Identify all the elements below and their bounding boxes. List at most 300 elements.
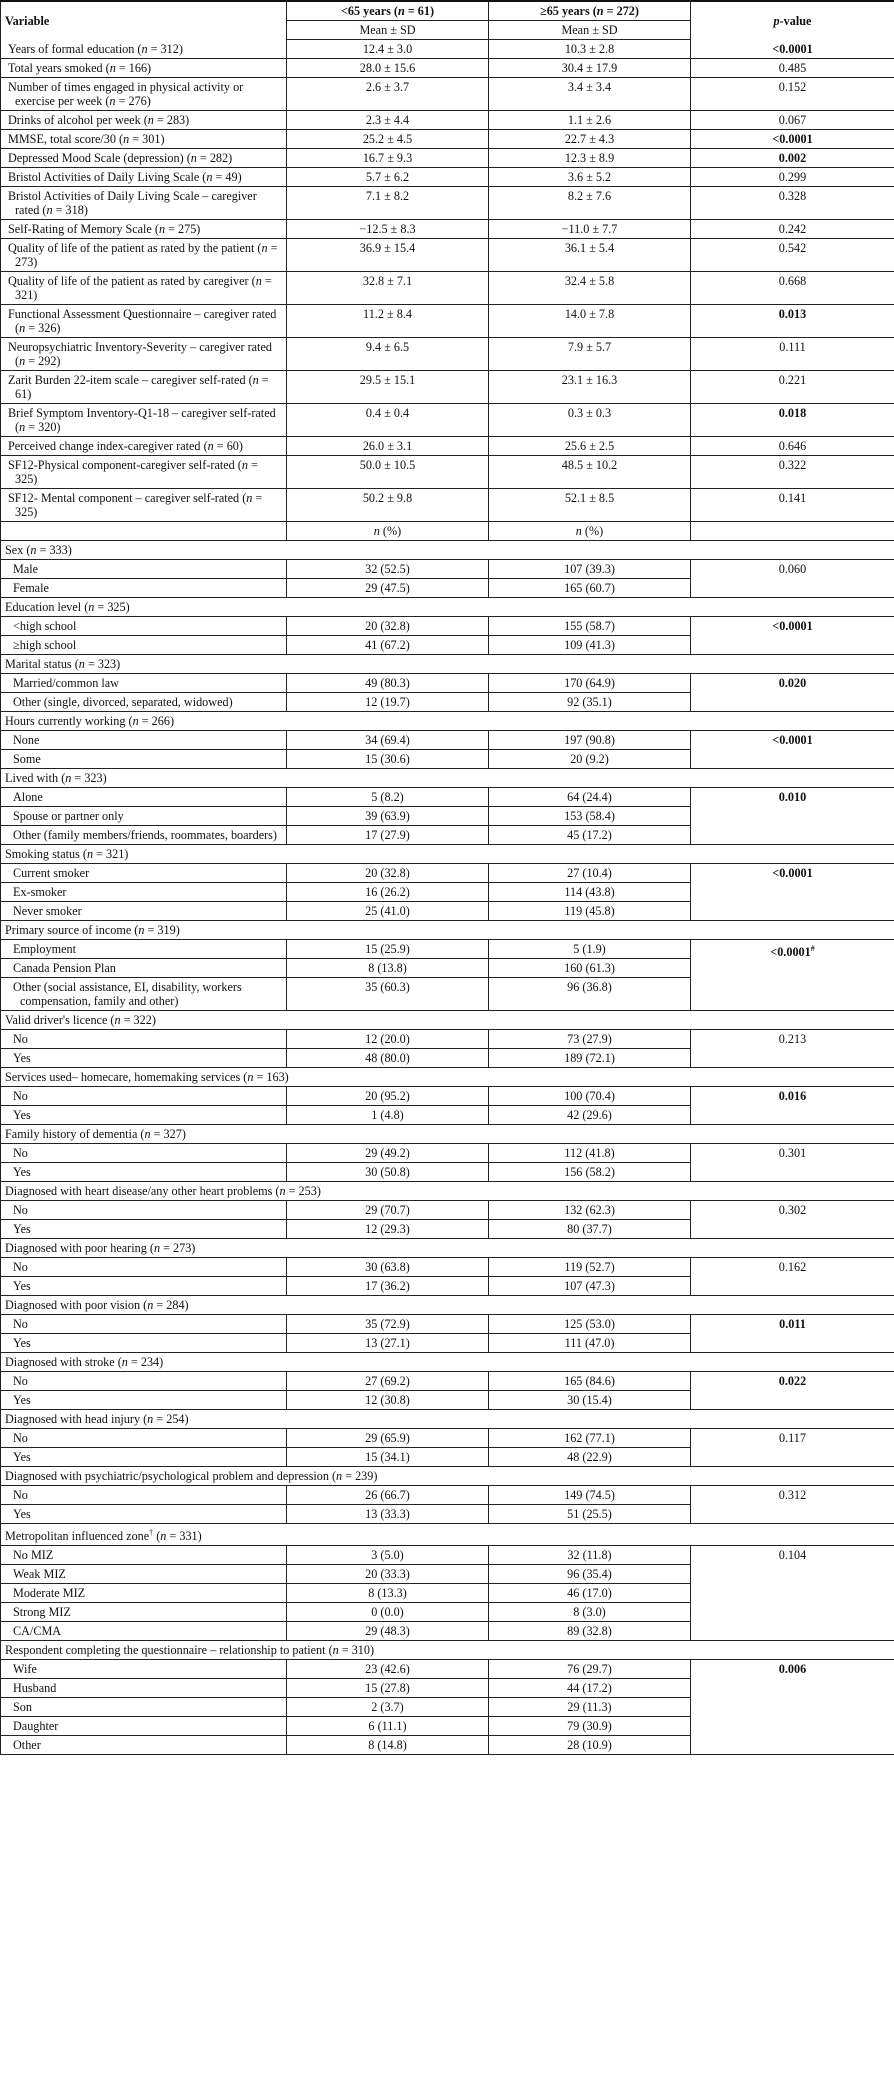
- group1-count: 25 (41.0): [287, 902, 489, 921]
- section-title: Diagnosed with psychiatric/psychological problem and depression (n = 239): [1, 1467, 894, 1486]
- variable-label: Perceived change index-caregiver rated (n = 60): [1, 437, 287, 456]
- variable-label: Neuropsychiatric Inventory-Severity – caregiver rated (n = 292): [1, 338, 287, 371]
- group2-count: 92 (35.1): [489, 693, 691, 712]
- group2-count: 162 (77.1): [489, 1429, 691, 1448]
- group2-value: 22.7 ± 4.3: [489, 130, 691, 149]
- table-row: [1, 940, 894, 959]
- group1-count: 30 (63.8): [287, 1258, 489, 1277]
- group2-count: 27 (10.4): [489, 864, 691, 883]
- group2-value: −11.0 ± 7.7: [489, 220, 691, 239]
- category-label: Strong MIZ: [1, 1603, 287, 1622]
- group2-count: 8 (3.0): [489, 1603, 691, 1622]
- group2-count: 119 (52.7): [489, 1258, 691, 1277]
- group1-count: 26 (66.7): [287, 1486, 489, 1505]
- section-heading-row: [1, 1125, 894, 1144]
- section-title: Diagnosed with poor hearing (n = 273): [1, 1239, 894, 1258]
- group2-count: 45 (17.2): [489, 826, 691, 845]
- table-row: [1, 1315, 894, 1334]
- table-row: [1, 338, 894, 371]
- group2-count: 28 (10.9): [489, 1736, 691, 1755]
- category-label: Female: [1, 579, 287, 598]
- p-value: <0.0001#: [691, 940, 894, 1011]
- category-label: Spouse or partner only: [1, 807, 287, 826]
- category-label: No: [1, 1144, 287, 1163]
- p-value: 0.322: [691, 456, 894, 489]
- variable-label: Quality of life of the patient as rated by caregiver (n = 321): [1, 272, 287, 305]
- section-title: Family history of dementia (n = 327): [1, 1125, 894, 1144]
- group2-count: 107 (39.3): [489, 560, 691, 579]
- group2-value: 30.4 ± 17.9: [489, 59, 691, 78]
- table-row: [1, 1660, 894, 1679]
- group2-count: 114 (43.8): [489, 883, 691, 902]
- group1-value: −12.5 ± 8.3: [287, 220, 489, 239]
- category-label: No: [1, 1372, 287, 1391]
- n-percent-header: n (%): [489, 522, 691, 541]
- group1-count: 20 (95.2): [287, 1087, 489, 1106]
- table-row: [1, 272, 894, 305]
- group1-count: 34 (69.4): [287, 731, 489, 750]
- group1-value: 36.9 ± 15.4: [287, 239, 489, 272]
- p-value: 0.485: [691, 59, 894, 78]
- group2-value: 14.0 ± 7.8: [489, 305, 691, 338]
- group1-value: 2.6 ± 3.7: [287, 78, 489, 111]
- table-body: [1, 40, 894, 1755]
- group1-count: 8 (13.3): [287, 1584, 489, 1603]
- group2-count: 96 (35.4): [489, 1565, 691, 1584]
- group2-count: 156 (58.2): [489, 1163, 691, 1182]
- group1-value: 16.7 ± 9.3: [287, 149, 489, 168]
- group1-count: 30 (50.8): [287, 1163, 489, 1182]
- group1-count: 20 (32.8): [287, 617, 489, 636]
- group1-count: 2 (3.7): [287, 1698, 489, 1717]
- section-heading-row: [1, 1239, 894, 1258]
- p-value: 0.299: [691, 168, 894, 187]
- p-value: 0.020: [691, 674, 894, 712]
- group2-count: 96 (36.8): [489, 978, 691, 1011]
- group2-count: 79 (30.9): [489, 1717, 691, 1736]
- section-heading-row: [1, 769, 894, 788]
- group2-count: 112 (41.8): [489, 1144, 691, 1163]
- p-value: <0.0001: [691, 864, 894, 921]
- table-row: [1, 1372, 894, 1391]
- group1-count: 29 (49.2): [287, 1144, 489, 1163]
- section-title: Diagnosed with poor vision (n = 284): [1, 1296, 894, 1315]
- category-label: Current smoker: [1, 864, 287, 883]
- group1-count: 49 (80.3): [287, 674, 489, 693]
- section-title: Metropolitan influenced zone† (n = 331): [1, 1524, 894, 1546]
- group1-count: 32 (52.5): [287, 560, 489, 579]
- p-value: 0.242: [691, 220, 894, 239]
- variable-label: Bristol Activities of Daily Living Scale – caregiver rated (n = 318): [1, 187, 287, 220]
- section-heading-row: [1, 1641, 894, 1660]
- variable-label: Zarit Burden 22-item scale – caregiver self-rated (n = 61): [1, 371, 287, 404]
- header-p-value: p-value: [691, 1, 894, 40]
- header-variable: Variable: [1, 1, 287, 40]
- group2-value: 7.9 ± 5.7: [489, 338, 691, 371]
- group2-count: 42 (29.6): [489, 1106, 691, 1125]
- p-value: 0.006: [691, 1660, 894, 1755]
- group2-count: 155 (58.7): [489, 617, 691, 636]
- group2-count: 170 (64.9): [489, 674, 691, 693]
- group2-value: 0.3 ± 0.3: [489, 404, 691, 437]
- table-row: [1, 1258, 894, 1277]
- category-label: Male: [1, 560, 287, 579]
- category-label: Yes: [1, 1220, 287, 1239]
- category-label: Yes: [1, 1163, 287, 1182]
- section-heading-row: [1, 845, 894, 864]
- variable-label: Quality of life of the patient as rated by the patient (n = 273): [1, 239, 287, 272]
- p-value: <0.0001: [691, 130, 894, 149]
- table-row: [1, 187, 894, 220]
- category-label: No: [1, 1258, 287, 1277]
- category-label: Yes: [1, 1391, 287, 1410]
- section-heading-row: [1, 1467, 894, 1486]
- group2-count: 46 (17.0): [489, 1584, 691, 1603]
- group2-count: 149 (74.5): [489, 1486, 691, 1505]
- group1-value: 11.2 ± 8.4: [287, 305, 489, 338]
- p-value: 0.328: [691, 187, 894, 220]
- group1-count: 12 (30.8): [287, 1391, 489, 1410]
- variable-label: MMSE, total score/30 (n = 301): [1, 130, 287, 149]
- section-heading-row: [1, 1182, 894, 1201]
- p-value: 0.221: [691, 371, 894, 404]
- group2-count: 165 (60.7): [489, 579, 691, 598]
- category-label: No MIZ: [1, 1546, 287, 1565]
- p-value: 0.013: [691, 305, 894, 338]
- group2-value: 3.6 ± 5.2: [489, 168, 691, 187]
- group2-count: 20 (9.2): [489, 750, 691, 769]
- table-row: [1, 78, 894, 111]
- category-label: Never smoker: [1, 902, 287, 921]
- p-value: 0.010: [691, 788, 894, 845]
- group1-count: 12 (19.7): [287, 693, 489, 712]
- group2-value: 25.6 ± 2.5: [489, 437, 691, 456]
- category-label: Yes: [1, 1448, 287, 1467]
- section-title: Valid driver's licence (n = 322): [1, 1011, 894, 1030]
- group1-value: 29.5 ± 15.1: [287, 371, 489, 404]
- section-title: Diagnosed with stroke (n = 234): [1, 1353, 894, 1372]
- variable-label: Drinks of alcohol per week (n = 283): [1, 111, 287, 130]
- table-row: [1, 617, 894, 636]
- category-label: <high school: [1, 617, 287, 636]
- p-value: 0.162: [691, 1258, 894, 1296]
- group1-count: 5 (8.2): [287, 788, 489, 807]
- variable-label: Depressed Mood Scale (depression) (n = 282): [1, 149, 287, 168]
- p-value: 0.302: [691, 1201, 894, 1239]
- variable-label: Years of formal education (n = 312): [1, 40, 287, 59]
- table-row: [1, 1546, 894, 1565]
- p-value: 0.152: [691, 78, 894, 111]
- variable-label: Functional Assessment Questionnaire – caregiver rated (n = 326): [1, 305, 287, 338]
- table-row: [1, 560, 894, 579]
- group2-value: 1.1 ± 2.6: [489, 111, 691, 130]
- group2-count: 32 (11.8): [489, 1546, 691, 1565]
- group1-value: 0.4 ± 0.4: [287, 404, 489, 437]
- variable-label: Bristol Activities of Daily Living Scale (n = 49): [1, 168, 287, 187]
- group2-count: 48 (22.9): [489, 1448, 691, 1467]
- group1-count: 13 (33.3): [287, 1505, 489, 1524]
- group1-value: 25.2 ± 4.5: [287, 130, 489, 149]
- group2-count: 5 (1.9): [489, 940, 691, 959]
- group1-count: 23 (42.6): [287, 1660, 489, 1679]
- category-label: Married/common law: [1, 674, 287, 693]
- section-heading-row: [1, 655, 894, 674]
- group1-count: 16 (26.2): [287, 883, 489, 902]
- category-label: Weak MIZ: [1, 1565, 287, 1584]
- p-value: 0.111: [691, 338, 894, 371]
- group1-count: 20 (33.3): [287, 1565, 489, 1584]
- section-title: Marital status (n = 323): [1, 655, 894, 674]
- p-value: 0.668: [691, 272, 894, 305]
- variable-label: Number of times engaged in physical activity or exercise per week (n = 276): [1, 78, 287, 111]
- category-label: No: [1, 1429, 287, 1448]
- group1-value: 26.0 ± 3.1: [287, 437, 489, 456]
- variable-label: Total years smoked (n = 166): [1, 59, 287, 78]
- section-heading-row: [1, 541, 894, 560]
- group1-count: 48 (80.0): [287, 1049, 489, 1068]
- p-value: 0.646: [691, 437, 894, 456]
- group1-value: 9.4 ± 6.5: [287, 338, 489, 371]
- category-label: Ex-smoker: [1, 883, 287, 902]
- header-group-under-65: <65 years (n = 61): [287, 1, 489, 21]
- group2-count: 30 (15.4): [489, 1391, 691, 1410]
- section-heading-row: [1, 1353, 894, 1372]
- group2-count: 132 (62.3): [489, 1201, 691, 1220]
- table-row: [1, 864, 894, 883]
- group1-value: 32.8 ± 7.1: [287, 272, 489, 305]
- group2-value: 36.1 ± 5.4: [489, 239, 691, 272]
- group2-count: 119 (45.8): [489, 902, 691, 921]
- section-heading-row: [1, 598, 894, 617]
- p-value: 0.011: [691, 1315, 894, 1353]
- table-row: [1, 1201, 894, 1220]
- group1-count: 12 (29.3): [287, 1220, 489, 1239]
- n-percent-header-row: [1, 522, 894, 541]
- group1-value: 28.0 ± 15.6: [287, 59, 489, 78]
- category-label: No: [1, 1315, 287, 1334]
- section-title: Services used– homecare, homemaking services (n = 163): [1, 1068, 894, 1087]
- section-heading-row: [1, 1068, 894, 1087]
- table-row: [1, 1486, 894, 1505]
- table-row: [1, 305, 894, 338]
- p-value: 0.067: [691, 111, 894, 130]
- header-group-65-plus: ≥65 years (n = 272): [489, 1, 691, 21]
- section-title: Diagnosed with heart disease/any other heart problems (n = 253): [1, 1182, 894, 1201]
- section-title: Sex (n = 333): [1, 541, 894, 560]
- group1-count: 17 (36.2): [287, 1277, 489, 1296]
- category-label: Daughter: [1, 1717, 287, 1736]
- section-title: Education level (n = 325): [1, 598, 894, 617]
- category-label: Husband: [1, 1679, 287, 1698]
- section-heading-row: [1, 1410, 894, 1429]
- p-value: 0.002: [691, 149, 894, 168]
- section-heading-row: [1, 1296, 894, 1315]
- group2-count: 80 (37.7): [489, 1220, 691, 1239]
- table-row: [1, 1429, 894, 1448]
- group1-count: 17 (27.9): [287, 826, 489, 845]
- section-title: Smoking status (n = 321): [1, 845, 894, 864]
- category-label: Yes: [1, 1334, 287, 1353]
- category-label: Moderate MIZ: [1, 1584, 287, 1603]
- category-label: No: [1, 1201, 287, 1220]
- category-label: Wife: [1, 1660, 287, 1679]
- category-label: Yes: [1, 1505, 287, 1524]
- p-value: 0.022: [691, 1372, 894, 1410]
- p-value: 0.018: [691, 404, 894, 437]
- section-title: Hours currently working (n = 266): [1, 712, 894, 731]
- p-value: 0.542: [691, 239, 894, 272]
- group2-count: 73 (27.9): [489, 1030, 691, 1049]
- group1-count: 15 (25.9): [287, 940, 489, 959]
- category-label: ≥high school: [1, 636, 287, 655]
- category-label: No: [1, 1030, 287, 1049]
- section-title: Diagnosed with head injury (n = 254): [1, 1410, 894, 1429]
- table-row: [1, 371, 894, 404]
- group2-value: 10.3 ± 2.8: [489, 40, 691, 59]
- p-value: <0.0001: [691, 617, 894, 655]
- group1-count: 12 (20.0): [287, 1030, 489, 1049]
- category-label: Yes: [1, 1049, 287, 1068]
- group2-count: 89 (32.8): [489, 1622, 691, 1641]
- table-row: [1, 220, 894, 239]
- category-label: Other (social assistance, EI, disability, workers compensation, family and other): [1, 978, 287, 1011]
- group1-value: 50.2 ± 9.8: [287, 489, 489, 522]
- group1-count: 29 (70.7): [287, 1201, 489, 1220]
- category-label: Other: [1, 1736, 287, 1755]
- category-label: No: [1, 1486, 287, 1505]
- table-row: [1, 149, 894, 168]
- group2-value: 8.2 ± 7.6: [489, 187, 691, 220]
- section-heading-row: [1, 712, 894, 731]
- group1-count: 20 (32.8): [287, 864, 489, 883]
- group2-value: 3.4 ± 3.4: [489, 78, 691, 111]
- table-row: [1, 1087, 894, 1106]
- group1-count: 29 (47.5): [287, 579, 489, 598]
- group1-count: 29 (48.3): [287, 1622, 489, 1641]
- p-value: 0.301: [691, 1144, 894, 1182]
- group2-count: 76 (29.7): [489, 1660, 691, 1679]
- section-heading-row: [1, 1011, 894, 1030]
- group1-count: 15 (27.8): [287, 1679, 489, 1698]
- category-label: Employment: [1, 940, 287, 959]
- p-value: 0.141: [691, 489, 894, 522]
- group2-count: 160 (61.3): [489, 959, 691, 978]
- group2-count: 125 (53.0): [489, 1315, 691, 1334]
- category-label: Yes: [1, 1277, 287, 1296]
- section-title: Respondent completing the questionnaire – relationship to patient (n = 310): [1, 1641, 894, 1660]
- p-value: 0.060: [691, 560, 894, 598]
- group1-value: 50.0 ± 10.5: [287, 456, 489, 489]
- group1-count: 29 (65.9): [287, 1429, 489, 1448]
- section-title: Primary source of income (n = 319): [1, 921, 894, 940]
- p-value: 0.117: [691, 1429, 894, 1467]
- group1-count: 8 (14.8): [287, 1736, 489, 1755]
- group2-count: 153 (58.4): [489, 807, 691, 826]
- group1-count: 39 (63.9): [287, 807, 489, 826]
- table-row: [1, 674, 894, 693]
- p-value: 0.104: [691, 1546, 894, 1641]
- group1-count: 13 (27.1): [287, 1334, 489, 1353]
- section-heading-row: [1, 1524, 894, 1546]
- group2-count: 64 (24.4): [489, 788, 691, 807]
- group2-count: 165 (84.6): [489, 1372, 691, 1391]
- table-row: [1, 456, 894, 489]
- table-row: [1, 1144, 894, 1163]
- category-label: Some: [1, 750, 287, 769]
- group2-count: 44 (17.2): [489, 1679, 691, 1698]
- p-value: 0.312: [691, 1486, 894, 1524]
- group2-count: 111 (47.0): [489, 1334, 691, 1353]
- section-heading-row: [1, 921, 894, 940]
- header-mean-sd-2: Mean ± SD: [489, 21, 691, 40]
- p-value: <0.0001: [691, 40, 894, 59]
- section-title: Lived with (n = 323): [1, 769, 894, 788]
- group1-count: 0 (0.0): [287, 1603, 489, 1622]
- table-row: [1, 788, 894, 807]
- group2-count: 29 (11.3): [489, 1698, 691, 1717]
- table-row: [1, 239, 894, 272]
- table-row: [1, 404, 894, 437]
- category-label: Yes: [1, 1106, 287, 1125]
- group2-count: 109 (41.3): [489, 636, 691, 655]
- group1-count: 27 (69.2): [287, 1372, 489, 1391]
- table-row: [1, 40, 894, 59]
- table-row: [1, 437, 894, 456]
- table-row: [1, 168, 894, 187]
- group2-value: 48.5 ± 10.2: [489, 456, 691, 489]
- group1-count: 41 (67.2): [287, 636, 489, 655]
- table-row: [1, 489, 894, 522]
- group1-count: 15 (34.1): [287, 1448, 489, 1467]
- group1-value: 2.3 ± 4.4: [287, 111, 489, 130]
- p-value: 0.016: [691, 1087, 894, 1125]
- group2-value: 52.1 ± 8.5: [489, 489, 691, 522]
- group1-value: 12.4 ± 3.0: [287, 40, 489, 59]
- group1-count: 6 (11.1): [287, 1717, 489, 1736]
- table-row: [1, 1030, 894, 1049]
- table-row: [1, 130, 894, 149]
- variable-label: Brief Symptom Inventory-Q1-18 – caregiver self-rated (n = 320): [1, 404, 287, 437]
- category-label: Other (family members/friends, roommates, boarders): [1, 826, 287, 845]
- group2-value: 23.1 ± 16.3: [489, 371, 691, 404]
- p-value: 0.213: [691, 1030, 894, 1068]
- n-percent-header: n (%): [287, 522, 489, 541]
- group1-count: 8 (13.8): [287, 959, 489, 978]
- p-value: <0.0001: [691, 731, 894, 769]
- group1-count: 35 (72.9): [287, 1315, 489, 1334]
- category-label: Alone: [1, 788, 287, 807]
- group1-count: 35 (60.3): [287, 978, 489, 1011]
- variable-label: SF12-Physical component-caregiver self-rated (n = 325): [1, 456, 287, 489]
- category-label: None: [1, 731, 287, 750]
- category-label: No: [1, 1087, 287, 1106]
- category-label: Other (single, divorced, separated, widowed): [1, 693, 287, 712]
- group2-value: 12.3 ± 8.9: [489, 149, 691, 168]
- group2-value: 32.4 ± 5.8: [489, 272, 691, 305]
- variable-label: SF12- Mental component – caregiver self-rated (n = 325): [1, 489, 287, 522]
- group2-count: 189 (72.1): [489, 1049, 691, 1068]
- group2-count: 107 (47.3): [489, 1277, 691, 1296]
- category-label: CA/CMA: [1, 1622, 287, 1641]
- group2-count: 100 (70.4): [489, 1087, 691, 1106]
- group1-count: 1 (4.8): [287, 1106, 489, 1125]
- category-label: Canada Pension Plan: [1, 959, 287, 978]
- group2-count: 197 (90.8): [489, 731, 691, 750]
- variable-label: Self-Rating of Memory Scale (n = 275): [1, 220, 287, 239]
- table-row: [1, 59, 894, 78]
- group1-value: 7.1 ± 8.2: [287, 187, 489, 220]
- group2-count: 51 (25.5): [489, 1505, 691, 1524]
